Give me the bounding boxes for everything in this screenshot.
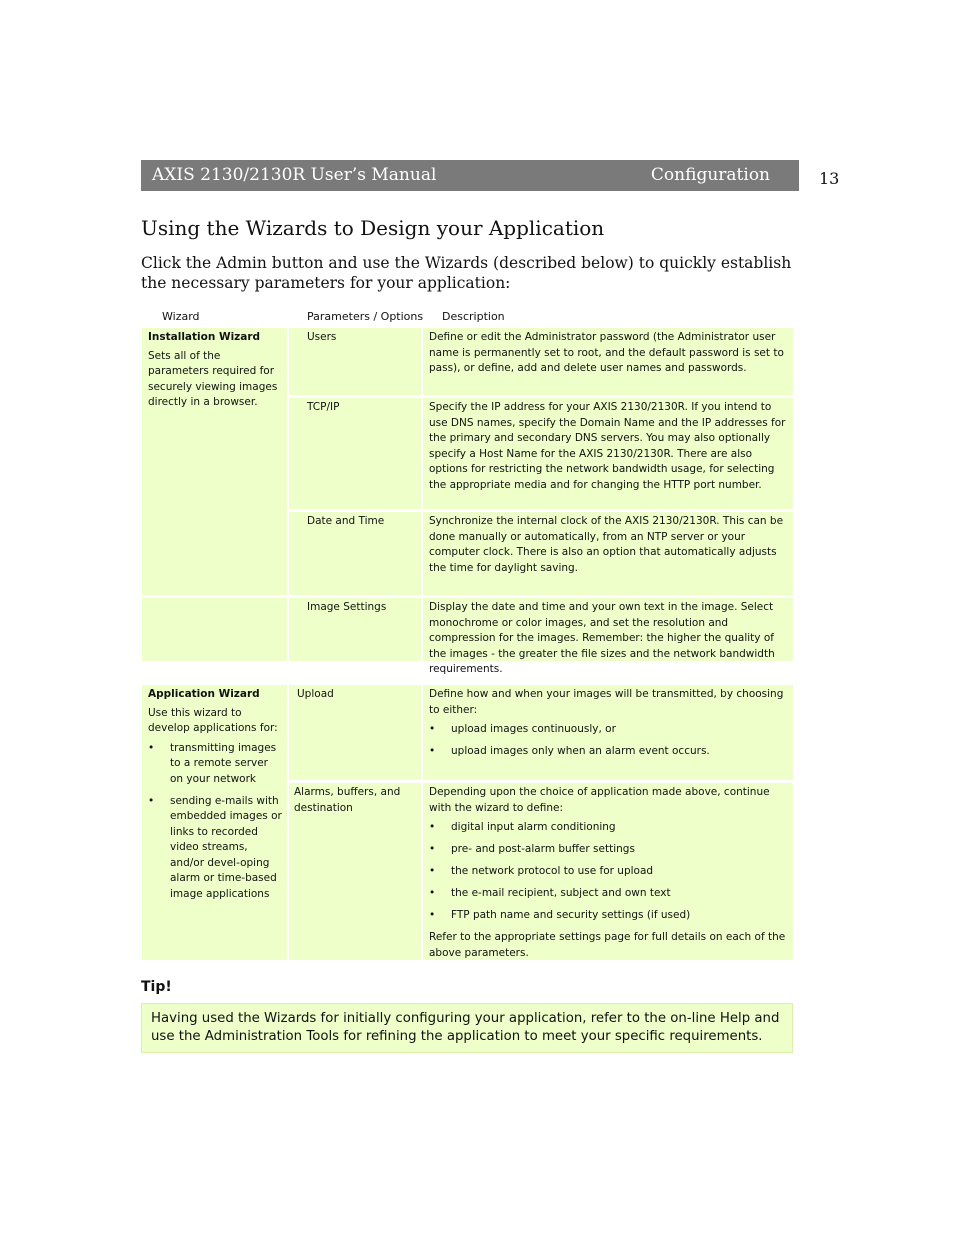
list-item: • the e-mail recipient, subject and own text: [429, 886, 789, 902]
application-wizard-desc: Use this wizard to develop applications for:: [148, 706, 278, 734]
desc-alarms: [423, 783, 793, 960]
param-tcpip: TCP/IP: [289, 398, 421, 509]
param-users: Users: [289, 328, 421, 395]
installation-wizard-name: Installation Wizard: [148, 331, 261, 343]
application-wizard-bullets: [148, 741, 284, 903]
intro-text-1: Click the: [141, 254, 217, 272]
tip-label: Tip!: [141, 979, 172, 995]
intro-text-2: button and use the: [266, 254, 425, 272]
page-title: Using the Wizards to Design your Application: [141, 216, 605, 240]
desc-users: Define or edit the Administrator password (the Administrator user name is permanently set to root, and the default password is set to pass), or define, add and delete user names and passwords.: [423, 328, 793, 395]
param-date-time: Date and Time: [289, 512, 421, 595]
column-header-wizard: Wizard: [162, 310, 200, 323]
installation-wizard-cell-continued: [142, 598, 287, 661]
column-header-parameters: Parameters / Options: [307, 310, 424, 323]
alarms-options: [429, 820, 789, 924]
param-upload: Upload: [289, 685, 421, 780]
header-bar: [141, 160, 799, 191]
list-item: • FTP path name and security settings (if used): [429, 908, 789, 924]
application-wizard-name: Application Wizard: [148, 688, 260, 700]
param-alarms: Alarms, buffers, and destination: [289, 783, 421, 960]
list-item: • sending e-mails with embedded images or links to recorded video streams, and/or devel-oping alarm or time-based image applications: [148, 794, 284, 903]
upload-intro: Define how and when your images will be transmitted, by choosing to either:: [429, 688, 784, 716]
application-wizard-cell: [142, 685, 287, 960]
list-item: • pre- and post-alarm buffer settings: [429, 842, 789, 858]
list-item: • digital input alarm conditioning: [429, 820, 789, 836]
desc-tcpip: Specify the IP address for your AXIS 2130/2130R. If you intend to use DNS names, specify the Domain Name and the IP addresses for the primary and secondary DNS servers. You may also optionally specify a Host Name for the AXIS 2130/2130R. There are also options for restricting the network bandwidth usage, for selecting the appropriate media and for changing the HTTP port number.: [423, 398, 793, 509]
list-item: • upload images only when an alarm event occurs.: [429, 744, 789, 760]
list-item: • the network protocol to use for upload: [429, 864, 789, 880]
desc-upload: [423, 685, 793, 780]
installation-wizard-desc: Sets all of the parameters required for securely viewing images directly in a browser.: [148, 349, 278, 408]
list-item: • upload images continuously, or: [429, 722, 789, 738]
alarms-intro: Depending upon the choice of application made above, continue with the wizard to define:: [429, 786, 770, 814]
intro-text-3: (described below) to quickly establish the necessary parameters for your application:: [141, 254, 792, 292]
param-image-settings: Image Settings: [289, 598, 421, 661]
upload-options: [429, 722, 789, 760]
tip-box: Having used the Wizards for initially configuring your application, refer to the on-line Help and use the Administration Tools for refining the application to meet your specific requirements.: [141, 1003, 793, 1053]
column-header-description: Description: [442, 310, 505, 323]
alarms-outro: Refer to the appropriate settings page for full details on each of the above parameters.: [429, 931, 786, 959]
page-number: 13: [819, 169, 840, 188]
desc-image-settings: Display the date and time and your own text in the image. Select monochrome or color images, and set the resolution and compression for the images. Remember: the higher the quality of the images - the greater the file sizes and the network bandwidth requirements.: [423, 598, 793, 661]
desc-date-time: Synchronize the internal clock of the AXIS 2130/2130R. This can be done manually or automatically, from an NTP server or your computer clock. There is also an option that automatically adjusts the time for daylight saving.: [423, 512, 793, 595]
installation-wizard-cell: [142, 328, 287, 595]
section-title: Configuration: [650, 165, 770, 185]
list-item: • transmitting images to a remote server on your network: [148, 741, 284, 788]
admin-term: Admin: [216, 254, 267, 272]
wizards-term: Wizards: [424, 254, 489, 272]
manual-title: AXIS 2130/2130R User’s Manual: [152, 165, 437, 185]
intro-paragraph: [141, 253, 801, 293]
